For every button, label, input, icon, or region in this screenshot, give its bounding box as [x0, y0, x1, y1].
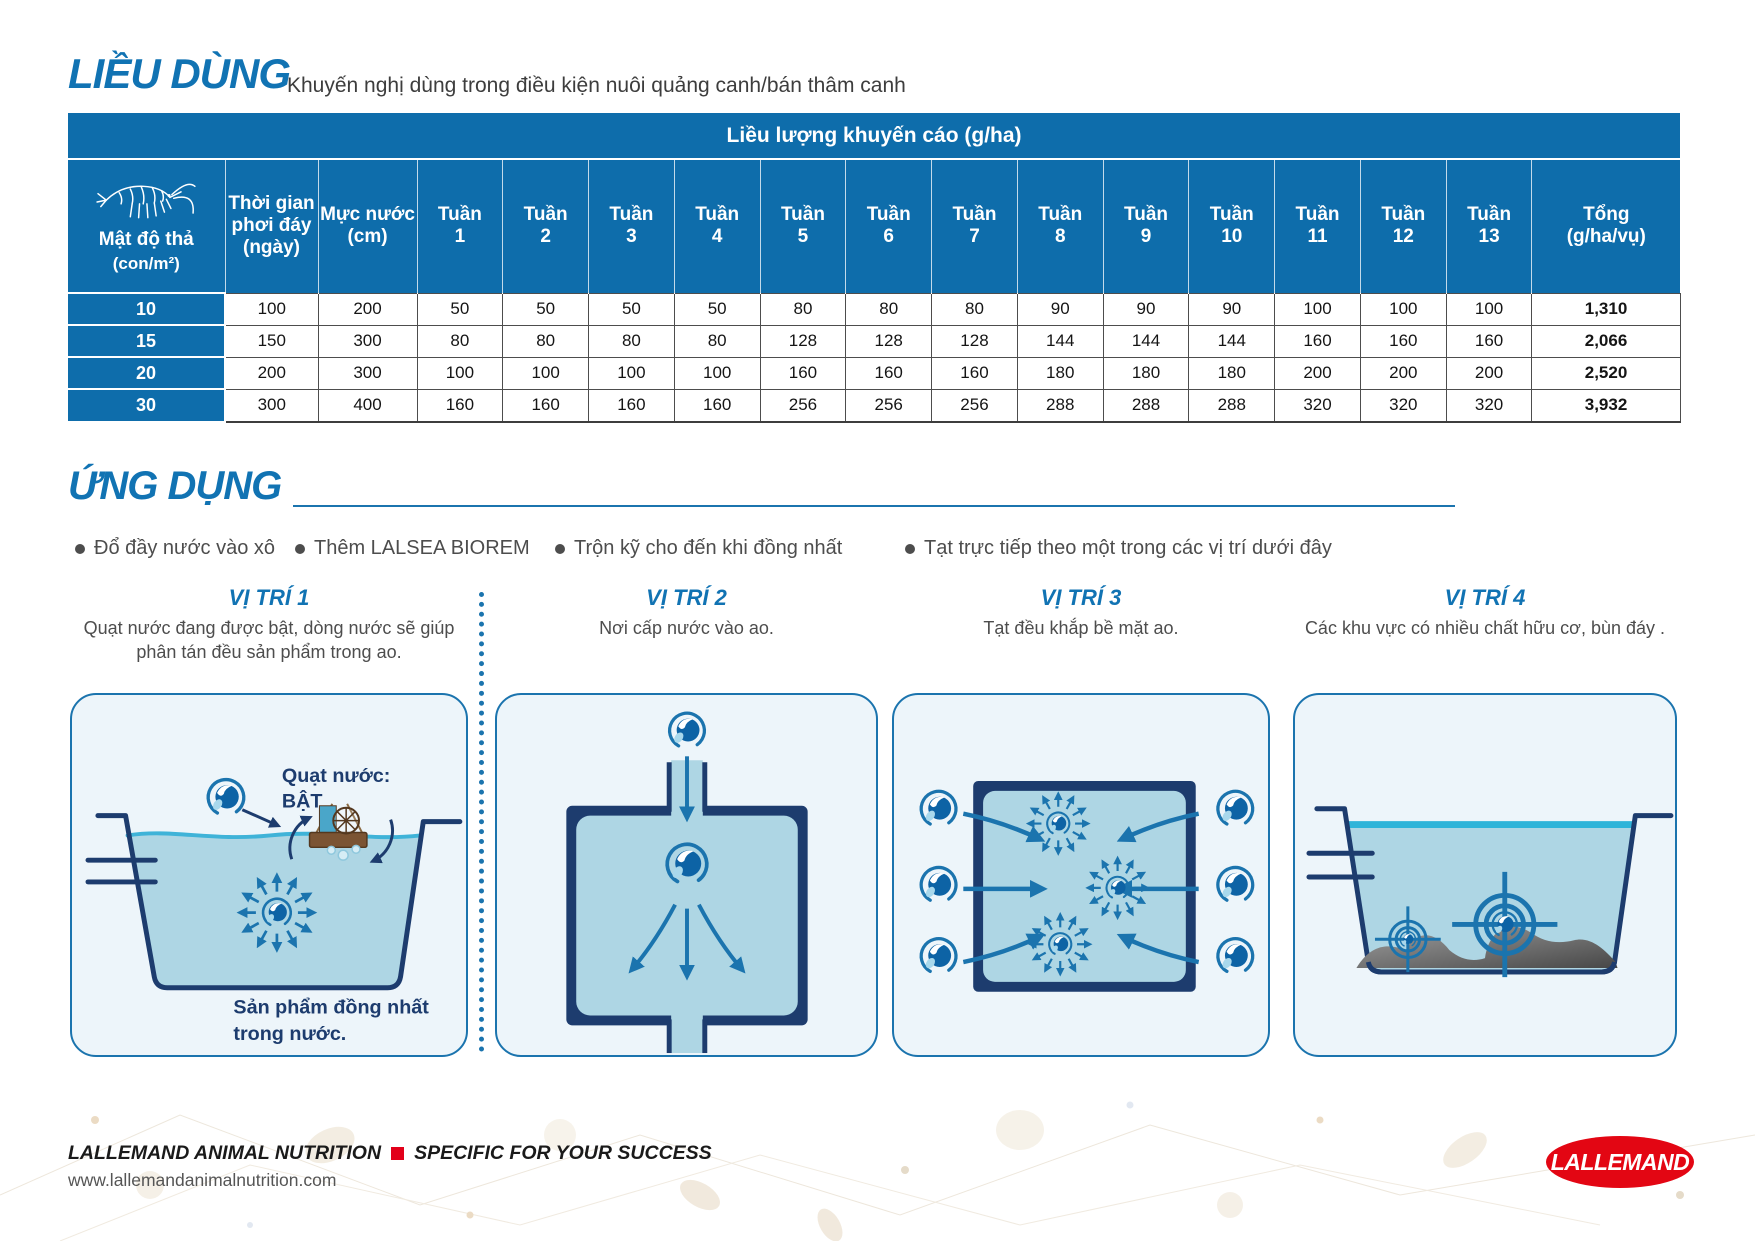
cell-drying: 200: [225, 357, 318, 389]
cell-week-6: 128: [846, 325, 932, 357]
cell-week-5: 160: [760, 357, 846, 389]
panel-1-caption: Sản phẩm đồng nhất: [233, 996, 429, 1019]
cell-week-9: 180: [1103, 357, 1189, 389]
swirl-droplet-icon: [1212, 861, 1260, 909]
cell-week-5: 128: [760, 325, 846, 357]
application-section-title: ỨNG DỤNG: [68, 464, 282, 508]
cell-week-7: 160: [932, 357, 1018, 389]
cell-week-8: 144: [1017, 325, 1103, 357]
position-2-description: Nơi cấp nước vào ao.: [599, 618, 774, 638]
step-mix: Trộn kỹ cho đến khi đồng nhất: [555, 537, 842, 560]
cell-week-1: 160: [417, 389, 503, 422]
swirl-droplet-icon: [915, 932, 963, 980]
bullet-dot-icon: [555, 544, 565, 554]
table-main-header: Liều lượng khuyến cáo (g/ha): [68, 113, 1680, 159]
col-header-water: Mực nước (cm): [318, 159, 417, 293]
cell-week-11: 320: [1275, 389, 1361, 422]
cell-week-3: 100: [589, 357, 675, 389]
swirl-droplet-icon: [915, 861, 963, 909]
cell-density: 10: [68, 293, 225, 325]
cell-week-7: 256: [932, 389, 1018, 422]
footer-brand-line: [68, 1142, 712, 1165]
col-header-week-1: Tuần 1: [417, 159, 503, 293]
footer-website-link[interactable]: www.lallemandanimalnutrition.com: [68, 1170, 337, 1190]
cell-water: 300: [318, 357, 417, 389]
cell-week-10: 144: [1189, 325, 1275, 357]
position-4-title: VỊ TRÍ 4: [1444, 585, 1526, 610]
cell-total: 2,066: [1532, 325, 1680, 357]
col-header-total-label: Tổng: [1583, 203, 1630, 225]
cell-drying: 300: [225, 389, 318, 422]
cell-week-4: 100: [674, 357, 760, 389]
page-subtitle: Khuyến nghị dùng trong điều kiện nuôi quảng canh/bán thâm canh: [287, 74, 906, 97]
cell-density: 15: [68, 325, 225, 357]
position-1-illustration: [72, 695, 466, 1055]
col-header-week-11: Tuần 11: [1275, 159, 1361, 293]
cell-week-11: 100: [1275, 293, 1361, 325]
col-header-week-12: Tuần 12: [1360, 159, 1446, 293]
table-row: [68, 325, 1680, 357]
cell-week-9: 288: [1103, 389, 1189, 422]
swirl-droplet-icon: [663, 707, 711, 755]
cell-week-1: 80: [417, 325, 503, 357]
swirl-droplet-icon: [202, 773, 251, 822]
aerator-label: Quạt nước:: [281, 765, 391, 788]
dosage-table: [68, 113, 1681, 423]
col-header-week-2: Tuần 2: [503, 159, 589, 293]
position-1-description: Quạt nước đang được bật, dòng nước sẽ giúp phân tán đều sản phẩm trong ao.: [83, 618, 455, 662]
cell-total: 3,932: [1532, 389, 1680, 422]
cell-week-8: 90: [1017, 293, 1103, 325]
position-2-title: VỊ TRÍ 2: [646, 585, 727, 610]
col-header-total-unit: (g/ha/vụ): [1566, 226, 1646, 248]
cell-week-13: 200: [1446, 357, 1532, 389]
bullet-dot-icon: [295, 544, 305, 554]
shrimp-icon: [94, 178, 198, 226]
cell-total: 1,310: [1532, 293, 1680, 325]
cell-week-2: 50: [503, 293, 589, 325]
table-row: [68, 389, 1680, 422]
table-column-header-row: [68, 159, 1680, 293]
cell-week-10: 288: [1189, 389, 1275, 422]
dotted-divider: [479, 592, 484, 1052]
cell-week-1: 100: [417, 357, 503, 389]
cell-week-10: 180: [1189, 357, 1275, 389]
section-rule: [293, 505, 1455, 507]
cell-week-10: 90: [1189, 293, 1275, 325]
cell-density: 20: [68, 357, 225, 389]
cell-week-6: 160: [846, 357, 932, 389]
cell-week-12: 160: [1360, 325, 1446, 357]
position-3-description: Tạt đều khắp bề mặt ao.: [983, 618, 1179, 638]
cell-week-13: 100: [1446, 293, 1532, 325]
col-header-drying: Thời gian phơi đáy (ngày): [225, 159, 318, 293]
col-header-week-10: Tuần 10: [1189, 159, 1275, 293]
cell-week-6: 256: [846, 389, 932, 422]
red-square-icon: [391, 1147, 404, 1160]
cell-week-4: 50: [674, 293, 760, 325]
bullet-dot-icon: [905, 544, 915, 554]
cell-week-11: 200: [1275, 357, 1361, 389]
col-header-week-8: Tuần 8: [1017, 159, 1103, 293]
position-3-illustration: [894, 695, 1268, 1055]
col-header-week-6: Tuần 6: [846, 159, 932, 293]
panel-1-caption-2: trong nước.: [233, 1023, 347, 1046]
cell-week-2: 100: [503, 357, 589, 389]
cell-drying: 100: [225, 293, 318, 325]
lallemand-logo: LALLEMAND: [1546, 1136, 1694, 1188]
position-2-illustration: [497, 695, 876, 1055]
cell-week-6: 80: [846, 293, 932, 325]
page-title: LIỀU DÙNG: [68, 50, 290, 97]
cell-week-8: 180: [1017, 357, 1103, 389]
cell-week-3: 160: [589, 389, 675, 422]
col-header-week-9: Tuần 9: [1103, 159, 1189, 293]
cell-week-7: 80: [932, 293, 1018, 325]
position-1-panel: [70, 693, 468, 1057]
col-header-density-unit: (con/m²): [112, 254, 180, 274]
col-header-week-5: Tuần 5: [760, 159, 846, 293]
step-apply: Tạt trực tiếp theo một trong các vị trí dưới đây: [905, 537, 1332, 560]
cell-week-9: 90: [1103, 293, 1189, 325]
cell-week-13: 160: [1446, 325, 1532, 357]
col-header-week-13: Tuần 13: [1446, 159, 1532, 293]
col-header-week-3: Tuần 3: [589, 159, 675, 293]
swirl-droplet-icon: [1212, 785, 1260, 833]
position-4-description: Các khu vực có nhiều chất hữu cơ, bùn đáy .: [1304, 618, 1666, 638]
cell-water: 300: [318, 325, 417, 357]
swirl-droplet-icon: [915, 785, 963, 833]
cell-week-12: 100: [1360, 293, 1446, 325]
cell-week-12: 200: [1360, 357, 1446, 389]
position-4-panel: [1293, 693, 1677, 1057]
footer-tagline: SPECIFIC FOR YOUR SUCCESS: [414, 1142, 712, 1164]
cell-week-12: 320: [1360, 389, 1446, 422]
cell-week-3: 50: [589, 293, 675, 325]
position-2-panel: [495, 693, 878, 1057]
position-3-panel: [892, 693, 1270, 1057]
table-main-header-row: [68, 113, 1680, 159]
cell-water: 400: [318, 389, 417, 422]
position-4-illustration: [1295, 695, 1675, 1055]
cell-week-2: 160: [503, 389, 589, 422]
cell-week-1: 50: [417, 293, 503, 325]
cell-density: 30: [68, 389, 225, 422]
cell-week-5: 80: [760, 293, 846, 325]
col-header-week-4: Tuần 4: [674, 159, 760, 293]
step-fill-bucket: Đổ đầy nước vào xô: [75, 537, 275, 560]
col-header-total: [1532, 159, 1680, 293]
cell-week-3: 80: [589, 325, 675, 357]
cell-week-7: 128: [932, 325, 1018, 357]
table-row: [68, 357, 1680, 389]
cell-water: 200: [318, 293, 417, 325]
footer-brand: LALLEMAND ANIMAL NUTRITION: [68, 1142, 382, 1164]
bullet-dot-icon: [75, 544, 85, 554]
step-add-product: Thêm LALSEA BIOREM: [295, 537, 530, 560]
cell-drying: 150: [225, 325, 318, 357]
position-1-title: VỊ TRÍ 1: [228, 585, 310, 610]
col-header-week-7: Tuần 7: [932, 159, 1018, 293]
aerator-state-label: BẬT: [281, 790, 323, 813]
cell-week-8: 288: [1017, 389, 1103, 422]
cell-week-4: 80: [674, 325, 760, 357]
position-3-title: VỊ TRÍ 3: [1040, 585, 1122, 610]
cell-week-11: 160: [1275, 325, 1361, 357]
col-header-density-label: Mật độ thả: [98, 228, 194, 250]
cell-week-4: 160: [674, 389, 760, 422]
swirl-droplet-icon: [1212, 932, 1260, 980]
cell-total: 2,520: [1532, 357, 1680, 389]
cell-week-13: 320: [1446, 389, 1532, 422]
cell-week-5: 256: [760, 389, 846, 422]
cell-week-2: 80: [503, 325, 589, 357]
col-header-density: [68, 159, 225, 293]
cell-week-9: 144: [1103, 325, 1189, 357]
table-row: [68, 293, 1680, 325]
